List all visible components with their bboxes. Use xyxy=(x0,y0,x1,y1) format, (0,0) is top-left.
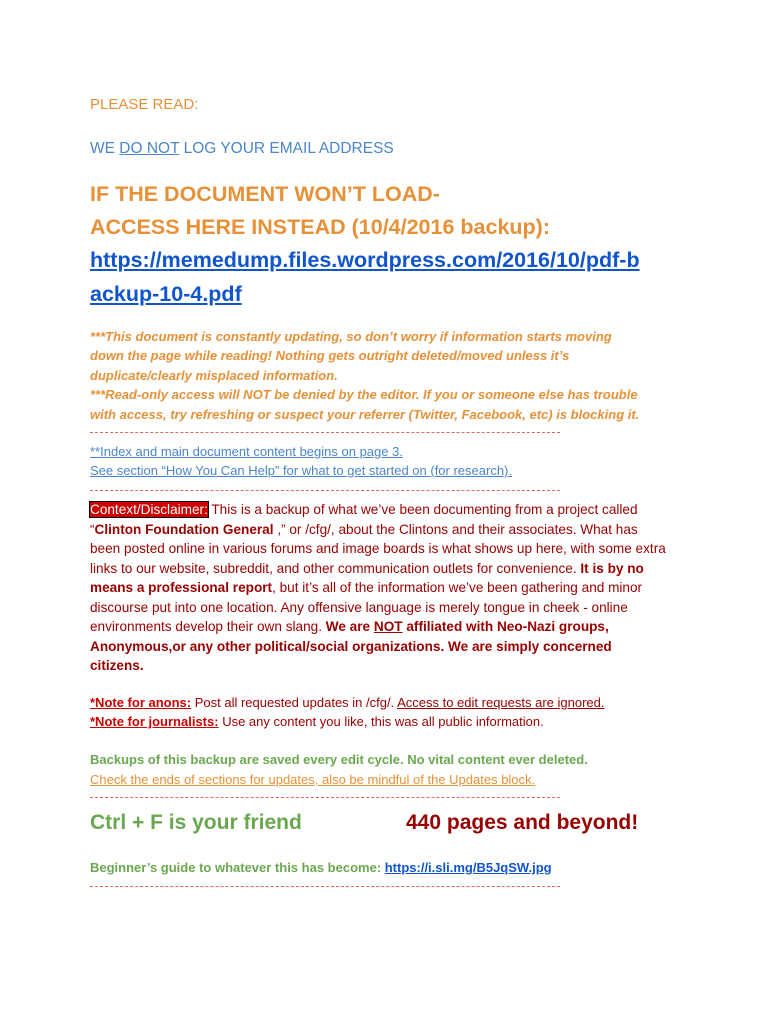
beginner-guide-link[interactable]: https://i.sli.mg/B5JqSW.jpg xyxy=(384,860,552,875)
please-read-heading: PLEASE READ: xyxy=(90,96,199,113)
ctrl-f-tip: Ctrl + F is your friend xyxy=(90,811,302,834)
load-heading-line2: ACCESS HERE INSTEAD (10/4/2016 backup): xyxy=(90,215,550,239)
do-not-emphasis: DO NOT xyxy=(119,140,180,157)
divider xyxy=(90,432,560,433)
how-you-can-help-note[interactable]: See section “How You Can Help” for what to get started on (for research). xyxy=(90,463,512,478)
divider xyxy=(90,797,560,798)
backups-note: Backups of this backup are saved every edit cycle. No vital content ever deleted. xyxy=(90,752,588,767)
notice-line: ***Read-only access will NOT be denied by the editor. If you or someone else has trouble xyxy=(90,387,638,402)
load-heading-line1: IF THE DOCUMENT WON’T LOAD- xyxy=(90,182,440,206)
divider xyxy=(90,886,560,887)
beginner-guide: Beginner’s guide to whatever this has become: https://i.sli.mg/B5JqSW.jpg xyxy=(90,860,552,875)
notice-line: ***This document is constantly updating, so don’t worry if information starts moving xyxy=(90,329,612,344)
index-note[interactable]: **Index and main document content begins on page 3. xyxy=(90,444,403,459)
backup-pdf-link-cont[interactable]: ackup-10-4.pdf xyxy=(90,282,242,306)
note-for-anons: *Note for anons: Post all requested updates in /cfg/. Access to edit requests are ignored. xyxy=(90,695,605,710)
notice-line: with access, try refreshing or suspect your referrer (Twitter, Facebook, etc) is blocking it. xyxy=(90,407,640,422)
page-count: 440 pages and beyond! xyxy=(406,811,639,834)
context-disclaimer: Context/Disclaimer: This is a backup of what we’ve been documenting from a project called “Clinton Foundation General ,” or /cfg/, about the Clintons and their associates. What has been posted online in various forums and image boards is what shows up here, with some extra links to our website, subreddit, and other communication outlets for convenience. It is by no means a professional report, but it’s all of the information we’ve been gathering and minor discourse put into one location. Any offensive language is merely tongue in cheek - online environments develop their own slang. We are NOT affiliated with Neo-Nazi groups, Anonymous,or any other political/social organizations. We are simply concerned citizens. xyxy=(90,502,666,673)
note-for-journalists: *Note for journalists: Use any content you like, this was all public information. xyxy=(90,714,544,729)
email-notice: WE DO NOT LOG YOUR EMAIL ADDRESS xyxy=(90,140,394,157)
updates-note[interactable]: Check the ends of sections for updates, also be mindful of the Updates block. xyxy=(90,772,536,787)
notice-line: down the page while reading! Nothing gets outright deleted/moved unless it’s xyxy=(90,348,570,363)
divider xyxy=(90,490,560,491)
backup-pdf-link[interactable]: https://memedump.files.wordpress.com/2016/10/pdf-b xyxy=(90,248,640,272)
context-label: Context/Disclaimer: xyxy=(90,502,208,517)
notice-line: duplicate/clearly misplaced information. xyxy=(90,368,338,383)
